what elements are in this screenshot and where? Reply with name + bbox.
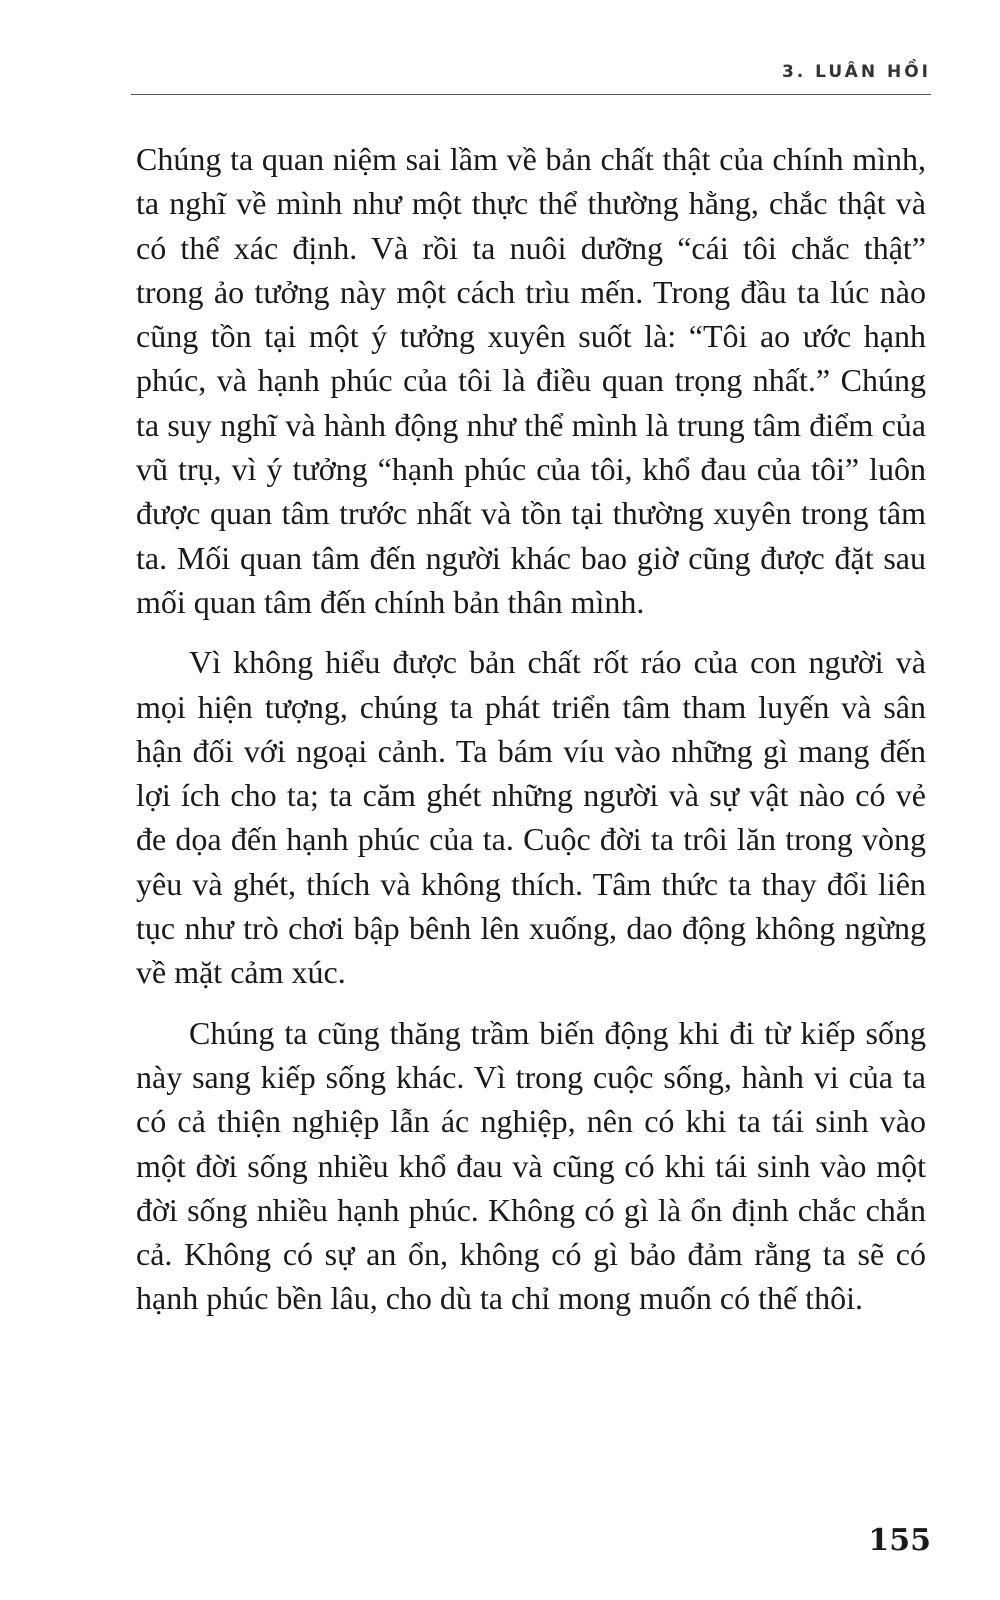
running-header: 3. LUÂN HỒI <box>781 62 931 82</box>
paragraph: Chúng ta cũng thăng trầm biến động khi đi từ kiếp sống này sang kiếp sống khác. Vì trong cuộc sống, hành vi của ta có cả thiện nghiệp lẫn ác nghiệp, nên có khi ta tái sinh vào một đời sống nhiều khổ đau và cũng có khi tái sinh vào một đời sống nhiều hạnh phúc. Không có gì là ổn định chắc chắn cả. Không có sự an ổn, không có gì bảo đảm rằng ta sẽ có hạnh phúc bền lâu, cho dù ta chỉ mong muốn có thế thôi. <box>136 1014 926 1317</box>
page-number: 155 <box>868 1523 931 1558</box>
body-text <box>136 137 926 1337</box>
paragraph: Vì không hiểu được bản chất rốt ráo của con người và mọi hiện tượng, chúng ta phát triển tâm tham luyến và sân hận đối với ngoại cảnh. Ta bám víu vào những gì mang đến lợi ích cho ta; ta căm ghét những người và sự vật nào có vẻ đe dọa đến hạnh phúc của ta. Cuộc đời ta trôi lăn trong vòng yêu và ghét, thích và không thích. Tâm thức ta thay đổi liên tục như trò chơi bập bênh lên xuống, dao động không ngừng về mặt cảm xúc. <box>136 644 926 991</box>
paragraph: Chúng ta quan niệm sai lầm về bản chất thật của chính mình, ta nghĩ về mình như một thực thể thường hằng, chắc thật và có thể xác định. Và rồi ta nuôi dưỡng “cái tôi chắc thật” trong ảo tưởng này một cách trìu mến. Trong đầu ta lúc nào cũng tồn tại một ý tưởng xuyên suốt là: “Tôi ao ước hạnh phúc, và hạnh phúc của tôi là điều quan trọng nhất.” Chúng ta suy nghĩ và hành động như thể mình là trung tâm điểm của vũ trụ, vì ý tưởng “hạnh phúc của tôi, khổ đau của tôi” luôn được quan tâm trước nhất và tồn tại thường xuyên trong tâm ta. Mối quan tâm đến người khác bao giờ cũng được đặt sau mối quan tâm đến chính bản thân mình. <box>136 141 926 620</box>
header-divider <box>131 94 931 95</box>
